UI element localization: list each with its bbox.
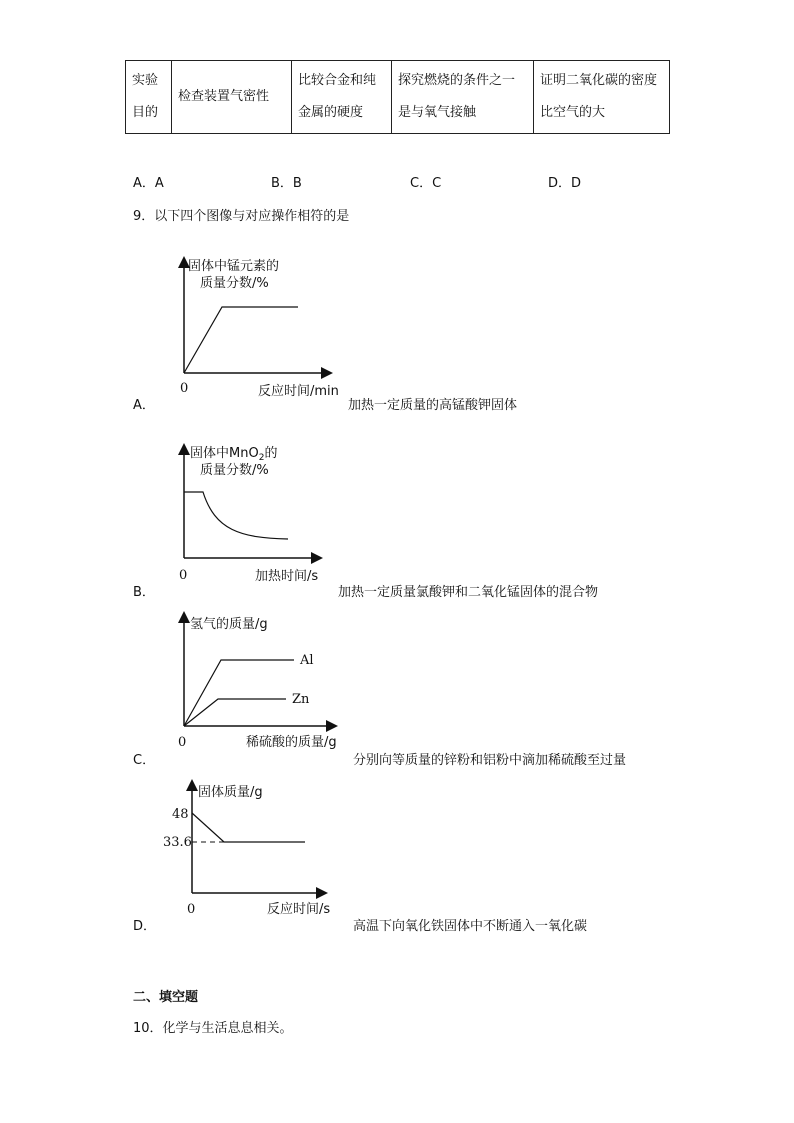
q9-option-d-letter: D． bbox=[133, 919, 157, 934]
graph-a bbox=[170, 255, 360, 400]
q9-option-c-letter: C． bbox=[133, 753, 156, 768]
y-tick-label: 33.6 bbox=[163, 835, 192, 850]
x-axis-label: 反应时间/min bbox=[258, 384, 339, 399]
table-header-cell: 实验目的 bbox=[126, 61, 172, 134]
q9-option-d-desc: 高温下向氧化铁固体中不断通入一氧化碳 bbox=[353, 919, 588, 934]
origin-label: 0 bbox=[180, 381, 189, 396]
x-axis-label: 反应时间/s bbox=[267, 902, 331, 917]
q10-stem: 10．化学与生活息息相关。 bbox=[133, 1021, 293, 1036]
q9-option-a-letter: A． bbox=[133, 398, 155, 413]
q9-option-a-desc: 加热一定质量的高锰酸钾固体 bbox=[348, 398, 518, 413]
q9-option-b-letter: B． bbox=[133, 585, 155, 600]
series-label-zn: Zn bbox=[292, 692, 310, 707]
q8-option-b: B．B bbox=[271, 176, 302, 191]
y-axis-label-line1: 固体中锰元素的 bbox=[188, 259, 280, 274]
q8-option-d: D．D bbox=[548, 176, 582, 191]
x-axis-label: 加热时间/s bbox=[255, 569, 319, 584]
experiment-table bbox=[125, 60, 670, 134]
x-axis-label: 稀硫酸的质量/g bbox=[246, 735, 337, 750]
table-row bbox=[126, 61, 670, 134]
q9-stem: 9．以下四个图像与对应操作相符的是 bbox=[133, 209, 350, 224]
y-axis-label-line2: 质量分数/% bbox=[200, 276, 269, 291]
y-axis-label: 氢气的质量/g bbox=[190, 617, 268, 632]
graph-d bbox=[160, 778, 350, 918]
q8-option-a: A．A bbox=[133, 176, 164, 191]
q9-option-c-desc: 分别向等质量的锌粉和铝粉中滴加稀硫酸至过量 bbox=[353, 753, 627, 768]
origin-label: 0 bbox=[187, 902, 196, 917]
y-tick-label: 48 bbox=[172, 807, 189, 822]
table-cell: 比较合金和纯金属的硬度 bbox=[292, 61, 392, 134]
y-axis-label-line1: 固体中MnO$_2$的 bbox=[190, 446, 278, 463]
data-line bbox=[184, 492, 288, 539]
table-cell: 探究燃烧的条件之一是与氧气接触 bbox=[392, 61, 534, 134]
al-line bbox=[184, 660, 294, 726]
series-label-al: Al bbox=[300, 653, 314, 668]
data-line bbox=[192, 813, 305, 842]
data-line bbox=[184, 307, 298, 373]
q8-option-c: C．C bbox=[410, 176, 442, 191]
table-cell: 证明二氧化碳的密度比空气的大 bbox=[534, 61, 670, 134]
y-axis-label-line2: 质量分数/% bbox=[200, 463, 269, 478]
q9-option-b-desc: 加热一定质量氯酸钾和二氧化锰固体的混合物 bbox=[338, 585, 599, 600]
section-title: 二、填空题 bbox=[133, 990, 199, 1005]
zn-line bbox=[184, 699, 286, 726]
y-axis-label: 固体质量/g bbox=[198, 785, 263, 800]
graph-b bbox=[170, 440, 340, 585]
graph-c bbox=[170, 610, 360, 755]
table-cell: 检查装置气密性 bbox=[172, 61, 292, 134]
origin-label: 0 bbox=[179, 568, 188, 583]
origin-label: 0 bbox=[178, 735, 187, 750]
